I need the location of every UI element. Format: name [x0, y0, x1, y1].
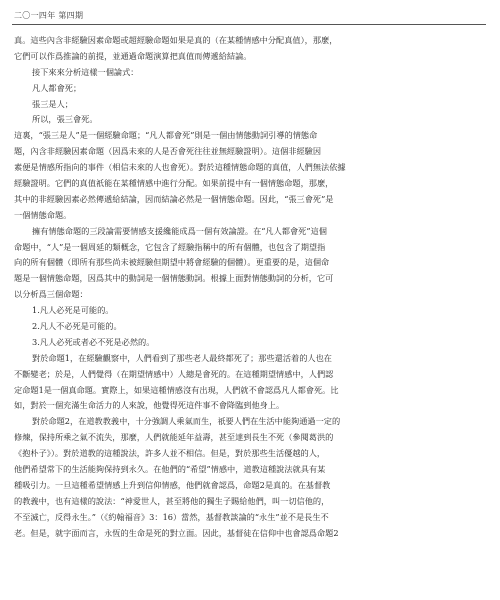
- text-line: 對於命題2，在道教教義中，十分強調人乘氣而生，祇要人們在生活中能夠通過一定的: [32, 416, 341, 427]
- text-line: 對於命題1，在經驗觀察中，人們看到了那些老人最終都死了；那些還活着的人也在: [32, 352, 332, 363]
- text-line: 不斷變老；於是，人們覺得（在期望情感中）人總是會死的。在這種期望情感中，人們認: [14, 368, 334, 379]
- text-line: 種吸引力。一旦這種希望情感上升到信仰情感，他們就會認爲，命題2是真的。在基督教: [14, 479, 331, 490]
- text-line: 凡人都會死；: [32, 82, 82, 93]
- header-rule: [12, 24, 486, 25]
- text-line: 一個情態命題。: [14, 209, 72, 220]
- text-line: 定命題1是一個真命題。實際上，如果這種情感沒有出現，人們就不會認爲凡人都會死。比: [14, 384, 339, 395]
- text-line: 張三是人；: [32, 98, 73, 109]
- text-line: 3.凡人必死或者必不死是必然的。: [32, 336, 155, 347]
- text-line: 修煉，保持所乘之氣不流失，那麼，人們就能延年益壽，甚至達到長生不死（參閱葛洪的: [14, 432, 334, 443]
- running-header: 二〇一四年 第四期: [14, 11, 84, 20]
- text-line: 如，對於一個充滿生命活力的人來說，他覺得死這件事不會降臨到他身上。: [14, 400, 285, 411]
- text-line: 題是一個情態命題，因爲其中的動詞是一個情態動詞。根據上面對情態動詞的分析，它可: [14, 273, 334, 284]
- body-text: [14, 33, 486, 542]
- text-line: 經驗證明。它們的真值祇能在某種情感中進行分配。如果前提中有一個情態命題，那麼，: [14, 178, 334, 189]
- text-line: 接下來來分析這樣一個論式：: [32, 66, 139, 77]
- text-line: 他們希望常下的生活能夠保持到永久。在他們的“希望”情感中，道教這種說法就具有某: [14, 464, 326, 475]
- text-line: 以分析爲三個命題：: [14, 289, 88, 300]
- text-line: 1.凡人必死是可能的。: [32, 305, 114, 316]
- text-line: 向的所有個體（即所有那些尚未被經驗但期望中將會經驗的個體）。更重要的是，這個命: [14, 257, 330, 268]
- text-line: 素便是情感所指向的事件（相信未來的人也會死）。對於這種情態命題的真值，人們無法依據: [14, 162, 346, 173]
- text-line: 擁有情態命題的三段論需要情感支援纔能成爲一個有效論證。在“凡人都會死”這個: [32, 225, 327, 236]
- text-line: 不至滅亡，反得永生。”（《約翰福音》3：16）當然，基督教談論的“永生”並不是長生不: [14, 511, 329, 522]
- text-line: 的教義中，也有這樣的說法：“神愛世人，甚至將他的獨生子賜給他們，叫一切信他的，: [14, 495, 330, 506]
- text-line: 老。但是，就字面而言，永恆的生命是死的對立面。因此，基督徒在信仰中也會認爲命題2: [14, 527, 339, 538]
- text-line: 命題中，“人”是一個周延的類概念，它包含了經驗指稱中的所有個體，也包含了期望指: [14, 241, 326, 252]
- text-line: 題，內含非經驗因素命題（因爲未來的人是否會死往往並無經驗證明）。這個非經驗因: [14, 146, 322, 157]
- text-line: 它們可以作爲推論的前提，並通過命題演算把真值而傳遞給結論。: [14, 50, 252, 61]
- text-line: 所以，張三會死。: [32, 114, 98, 125]
- text-line: 《抱朴子》）。對於道教的這種說法，許多人並不相信。但是，對於那些生活優越的人，: [14, 448, 326, 459]
- text-line: 其中的非經驗因素必然傳遞給結論，因而結論必然是一個情態命題。因此，“張三會死”是: [14, 193, 334, 204]
- text-line: 真。這些內含非經驗因素命題或超經驗命題如果是真的（在某種情感中分配真值），那麼，: [14, 35, 338, 45]
- text-line: 2.凡人不必死是可能的。: [32, 321, 122, 332]
- text-line: 這裏，“張三是人”是一個經驗命題；“凡人都會死”則是一個由情態動詞引導的情態命: [14, 130, 318, 141]
